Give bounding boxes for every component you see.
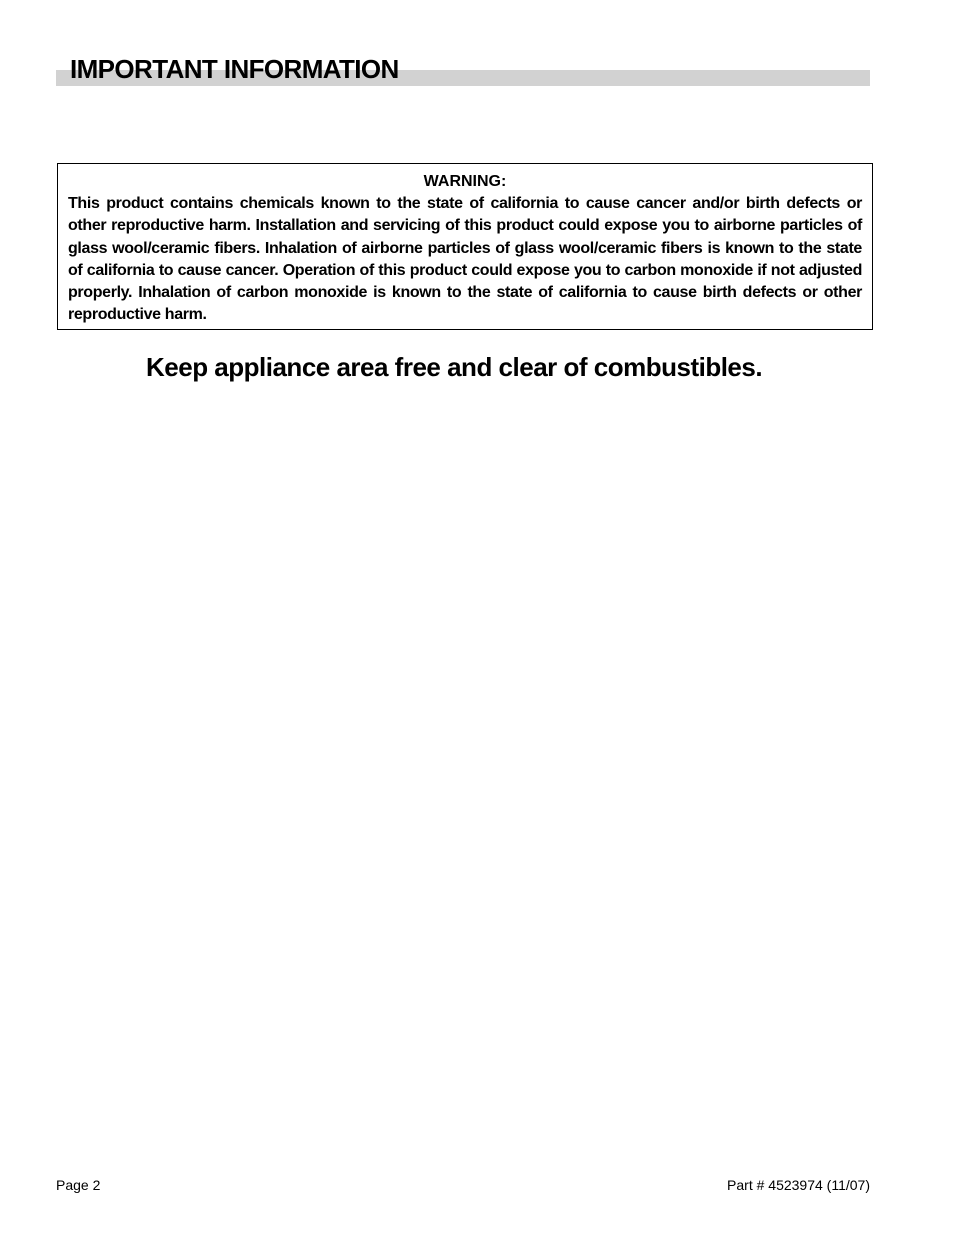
part-number: Part # 4523974 (11/07) — [727, 1177, 870, 1193]
warning-body: This product contains chemicals known to the state of california to cause cancer and/or birth defects or other reproductive harm. Installation and servicing of this product could expose you to airborne particles of glass wool/ceramic fibers. Inhalation of airborne particles of glass wool/ceramic fibers is known to the state of california to cause cancer. Operation of this product could expose you to carbon monoxide if not adjusted properly. Inhalation of carbon monoxide is known to the state of california to cause birth defects or other reproductive harm. — [68, 195, 862, 324]
warning-title: WARNING: — [423, 173, 507, 190]
page-number: Page 2 — [56, 1177, 101, 1193]
page-title: IMPORTANT INFORMATION — [70, 54, 399, 84]
section-header — [56, 54, 870, 86]
combustibles-notice: Keep appliance area free and clear of combustibles. — [146, 352, 763, 382]
warning-box — [57, 163, 873, 330]
